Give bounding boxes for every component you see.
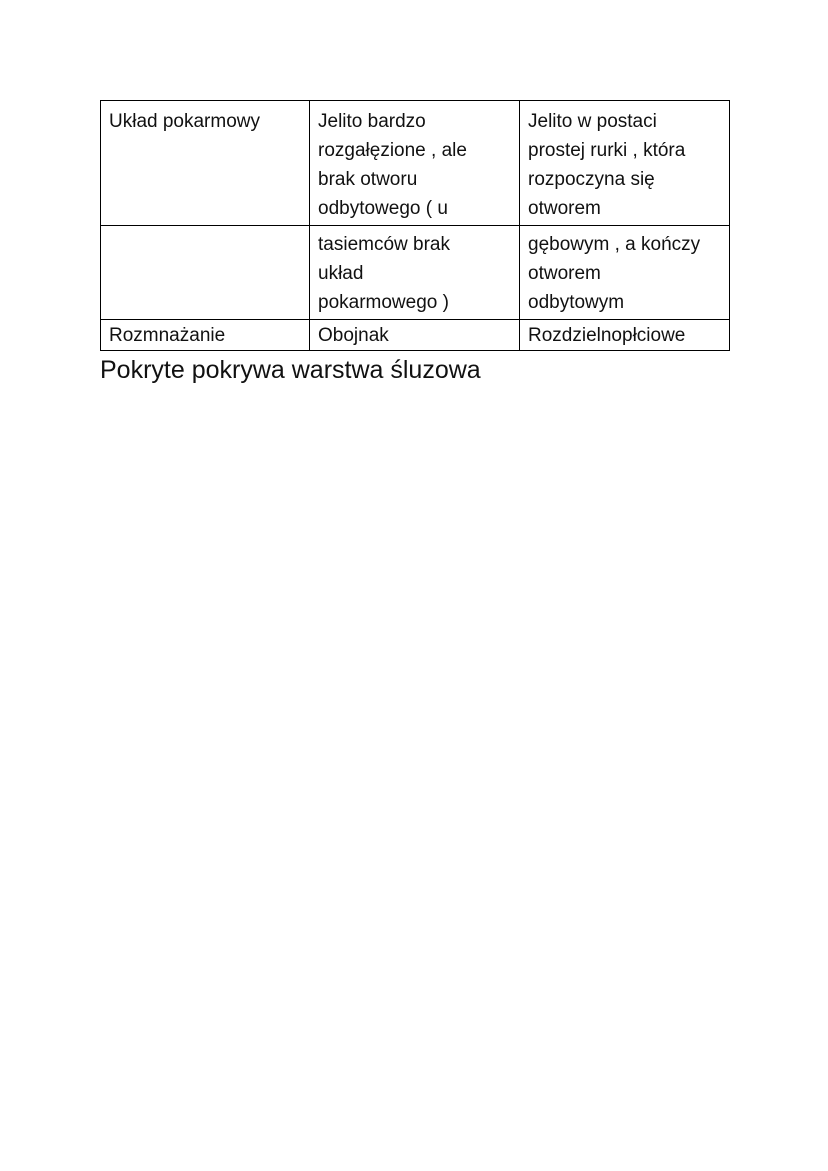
table-row: [101, 101, 730, 226]
table-cell: [310, 320, 520, 351]
cell-line: Układ pokarmowy: [109, 111, 260, 132]
cell-line: gębowym , a kończy: [528, 234, 701, 255]
cell-line: Rozdzielnopłciowe: [528, 325, 686, 346]
cell-line: otworem: [528, 263, 601, 284]
cell-line: odbytowego ( u: [318, 198, 448, 219]
cell-line: rozgałęzione , ale: [318, 140, 467, 161]
cell-line: rozpoczyna się: [528, 169, 655, 190]
cell-line: brak otworu: [318, 169, 418, 190]
cell-line: otworem: [528, 198, 601, 219]
table-cell: [101, 320, 310, 351]
table-cell: [520, 101, 730, 226]
cell-line: Obojnak: [318, 325, 389, 346]
note-text: Pokryte pokrywa warstwa śluzowa: [100, 356, 481, 384]
table-cell: [520, 226, 730, 320]
cell-line: odbytowym: [528, 292, 625, 313]
table-row: [101, 320, 730, 351]
table-cell: [520, 320, 730, 351]
cell-line: tasiemców brak: [318, 234, 450, 255]
cell-line: pokarmowego ): [318, 292, 449, 313]
table-cell: [101, 101, 310, 226]
cell-line: Jelito bardzo: [318, 111, 426, 132]
table-cell: [310, 226, 520, 320]
table-cell: [310, 101, 520, 226]
cell-line: układ: [318, 263, 364, 284]
table-row: [101, 226, 730, 320]
comparison-table: [100, 100, 730, 351]
table-cell: [101, 226, 310, 320]
cell-line: Jelito w postaci: [528, 111, 657, 132]
cell-line: Rozmnażanie: [109, 325, 226, 346]
cell-line: prostej rurki , która: [528, 140, 686, 161]
